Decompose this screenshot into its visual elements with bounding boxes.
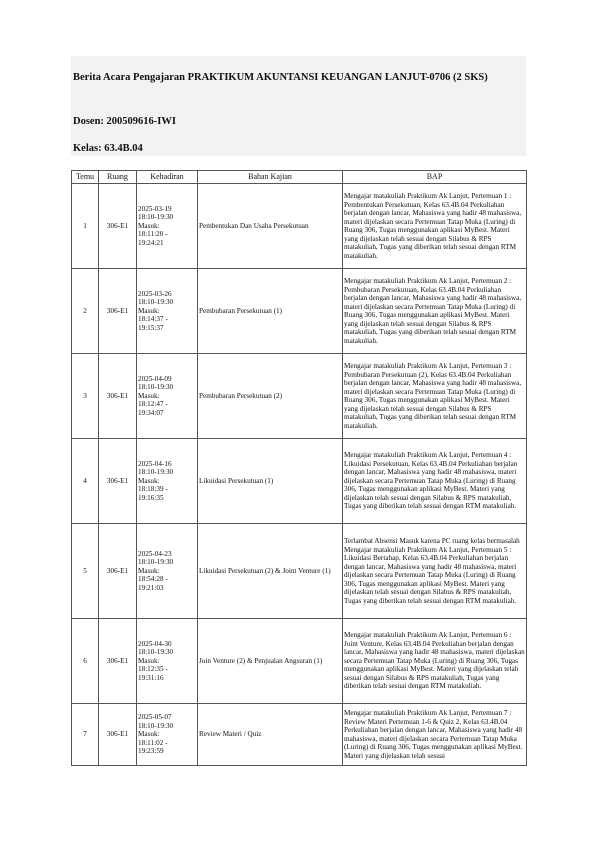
document-header [71,56,526,156]
cell-ruang: 306-E1 [99,184,137,269]
cell-bahan-kajian: Pembentukan Dan Usaha Persekutuan [198,184,343,269]
cell-bap: Mengajar matakuliah Praktikum Ak Lanjut, Pertemuan 3 : Pembubaran Persekutuan (2), Kelas 63.4B.04 Perkuliahan berjalan dengan lancar, Mahasiswa yang hadir 48 mahasiswa, materi dijelaskan secara Pertemuan Tatap Muka (Luring) di Ruang 306, Tugas menggunakan aplikasi MyBest. Materi yang dijelaskan telah sesuai dengan Silabus & RPS matakuliah, Tugas yang diberikan telah sesuai dengan RTM matakuliah. [343,354,527,439]
cell-kehadiran: 2025-03-26 18:10-19:30 Masuk: 18:14:37 - 19:15:37 [137,269,198,354]
class-line: Kelas: 63.4B.04 [73,143,143,154]
column-header-bahan-kajian: Bahan Kajian [198,171,343,184]
cell-ruang: 306-E1 [99,354,137,439]
table-row [72,619,527,704]
column-header-kehadiran: Kehadiran [137,171,198,184]
cell-ruang: 306-E1 [99,439,137,524]
cell-temu: 2 [72,269,99,354]
table-row [72,184,527,269]
cell-bahan-kajian: Pembubaran Persekutuan (2) [198,354,343,439]
cell-kehadiran: 2025-04-09 18:10-19:30 Masuk: 18:12:47 - 19:34:07 [137,354,198,439]
cell-bahan-kajian: Likuidasi Persekutuan (1) [198,439,343,524]
cell-bap: Mengajar matakuliah Praktikum Ak Lanjut, Pertemuan 4 : Likuidasi Persekutuan, Kelas 63.4B.04 Perkuliahan berjalan dengan lancar, Mahasiswa yang hadir 48 mahasiswa, materi dijelaskan secara Pertemuan Tatap Muka (Luring) di Ruang 306, Tugas menggunakan aplikasi MyBest. Materi yang dijelaskan telah sesuai dengan Silabus & RPS matakuliah, Tugas yang diberikan telah sesuai dengan RTM matakuliah. [343,439,527,524]
column-header-temu: Temu [72,171,99,184]
table-row [72,524,527,619]
column-header-ruang: Ruang [99,171,137,184]
cell-temu: 6 [72,619,99,704]
table-row [72,354,527,439]
cell-kehadiran: 2025-04-16 18:10-19:30 Masuk: 18:18:39 - 19:16:35 [137,439,198,524]
cell-temu: 4 [72,439,99,524]
cell-bap: Mengajar matakuliah Praktikum Ak Lanjut, Pertemuan 2 : Pembubaran Persekutuan, Kelas 63.4B.04 Perkuliahan berjalan dengan lancar, Mahasiswa yang hadir 48 mahasiswa, materi dijelaskan secara Pertemuan Tatap Muka (Luring) di Ruang 306, Tugas menggunakan aplikasi MyBest. Materi yang dijelaskan telah sesuai dengan Silabus & RPS matakuliah, Tugas yang diberikan telah sesuai dengan RTM matakuliah. [343,269,527,354]
cell-kehadiran: 2025-04-30 18:10-19:30 Masuk: 18:12:35 - 19:31:16 [137,619,198,704]
table-row [72,269,527,354]
cell-ruang: 306-E1 [99,704,137,766]
cell-kehadiran: 2025-05-07 18:10-19:30 Masuk: 18:11:02 - 19:23:59 [137,704,198,766]
cell-kehadiran: 2025-03-19 18:10-19:30 Masuk: 18:11:20 - 19:24:21 [137,184,198,269]
cell-bahan-kajian: Pembubaran Persekutuan (1) [198,269,343,354]
cell-temu: 3 [72,354,99,439]
cell-temu: 5 [72,524,99,619]
cell-temu: 1 [72,184,99,269]
cell-bap: Mengajar matakuliah Praktikum Ak Lanjut, Pertemuan 1 : Pembentukan Persekutuan, Kelas 63.4B.04 Perkuliahan berjalan dengan lancar, Mahasiswa yang hadir 48 mahasiswa, materi dijelaskan secara Pertemuan Tatap Muka (Luring) di Ruang 306, Tugas menggunakan aplikasi MyBest. Materi yang dijelaskan telah sesuai dengan Silabus & RPS matakuliah, Tugas yang diberikan telah sesuai dengan RTM matakuliah. [343,184,527,269]
cell-bahan-kajian: Review Materi / Quiz [198,704,343,766]
column-header-bap: BAP [343,171,527,184]
cell-bap: Terlambat Absensi Masuk karena PC ruang kelas bermasalah Mengajar matakuliah Praktikum Ak Lanjut, Pertemuan 5 : Likuidasi Bertahap, Kelas 63.4B.04 Perkuliahan berjalan dengan lancar, Mahasiswa yang hadir 48 mahasiswa, materi dijelaskan secara Pertemuan Tatap Muka (Luring) di Ruang 306, Tugas menggunakan aplikasi MyBest. Materi yang dijelaskan telah sesuai dengan Silabus & RPS matakuliah, Tugas yang diberikan telah sesuai dengan RTM matakuliah. [343,524,527,619]
cell-temu: 7 [72,704,99,766]
cell-ruang: 306-E1 [99,524,137,619]
document-title: Berita Acara Pengajaran PRAKTIKUM AKUNTANSI KEUANGAN LANJUT-0706 (2 SKS) [73,72,488,83]
table-header-row [72,171,527,184]
cell-bahan-kajian: Join Venture (2) & Penjualan Angsuran (1) [198,619,343,704]
cell-ruang: 306-E1 [99,269,137,354]
table-row [72,439,527,524]
lecturer-line: Dosen: 200509616-IWI [73,116,176,127]
teaching-record-table [71,170,527,766]
cell-ruang: 306-E1 [99,619,137,704]
cell-kehadiran: 2025-04-23 18:10-19:30 Masuk: 18:54:28 - 19:21:03 [137,524,198,619]
cell-bap: Mengajar matakuliah Praktikum Ak Lanjut, Pertemuan 7 : Review Materi Pertemuan 1-6 & Quiz 2, Kelas 63.4B.04 Perkuliahan berjalan dengan lancar, Mahasiswa yang hadir 48 mahasiswa, materi dijelaskan secara Pertemuan Tatap Muka (Luring) di Ruang 306, Tugas menggunakan aplikasi MyBest. Materi yang dijelaskan telah sesuai [343,704,527,766]
cell-bap: Mengajar matakuliah Praktikum Ak Lanjut, Pertemuan 6 : Joint Venture, Kelas 63.4B.04 Perkuliahan berjalan dengan lancar, Mahasiswa yang hadir 48 mahasiswa, materi dijelaskan secara Pertemuan Tatap Muka (Luring) di Ruang 306, Tugas menggunakan aplikasi MyBest. Materi yang dijelaskan telah sesuai dengan Silabus & RPS matakuliah, Tugas yang diberikan telah sesuai dengan RTM matakuliah. [343,619,527,704]
cell-bahan-kajian: Likuidasi Persekutuan (2) & Joint Venture (1) [198,524,343,619]
table-row [72,704,527,766]
